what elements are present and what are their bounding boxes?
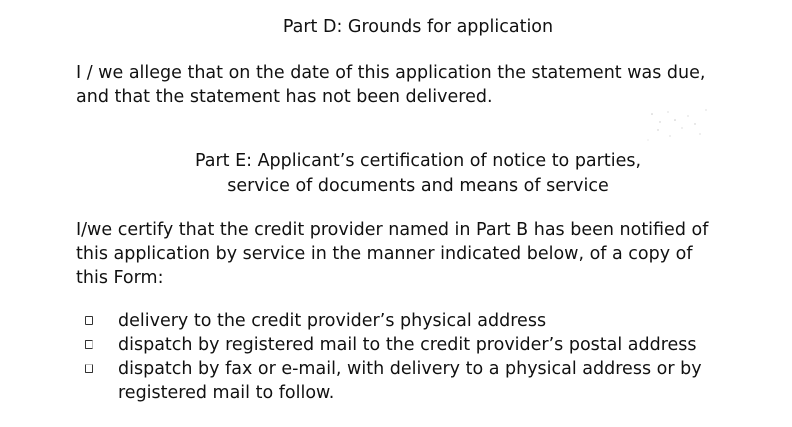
checkbox[interactable] — [85, 316, 93, 325]
part-e-line: this application by service in the manner indicated below, of a copy of — [76, 244, 693, 264]
part-e-heading-line: Part E: Applicant’s certification of notice to parties, — [194, 151, 642, 171]
part-e-heading — [0, 149, 792, 199]
option-label: dispatch by fax or e-mail, with delivery to a physical address or by — [118, 359, 702, 379]
part-d-line: and that the statement has not been delivered. — [76, 87, 493, 107]
part-e-line: this Form: — [76, 268, 164, 288]
option-label: delivery to the credit provider’s physical address — [118, 311, 547, 331]
checkbox[interactable] — [85, 340, 93, 349]
part-d-line: I / we allege that on the date of this application the statement was due, — [76, 63, 706, 83]
service-option-fax-email — [80, 357, 780, 405]
part-e-line: I/we certify that the credit provider named in Part B has been notified of — [76, 220, 709, 240]
part-e-certification — [76, 218, 776, 290]
checkbox[interactable] — [85, 364, 93, 373]
option-label: dispatch by registered mail to the credit provider’s postal address — [118, 335, 697, 355]
service-option-postal — [80, 333, 780, 357]
service-option-physical — [80, 309, 780, 333]
service-options — [80, 309, 780, 405]
part-e-heading-line: service of documents and means of service — [227, 176, 609, 196]
option-label-continued: registered mail to follow. — [118, 383, 335, 403]
part-d-heading: Part D: Grounds for application — [282, 17, 554, 37]
